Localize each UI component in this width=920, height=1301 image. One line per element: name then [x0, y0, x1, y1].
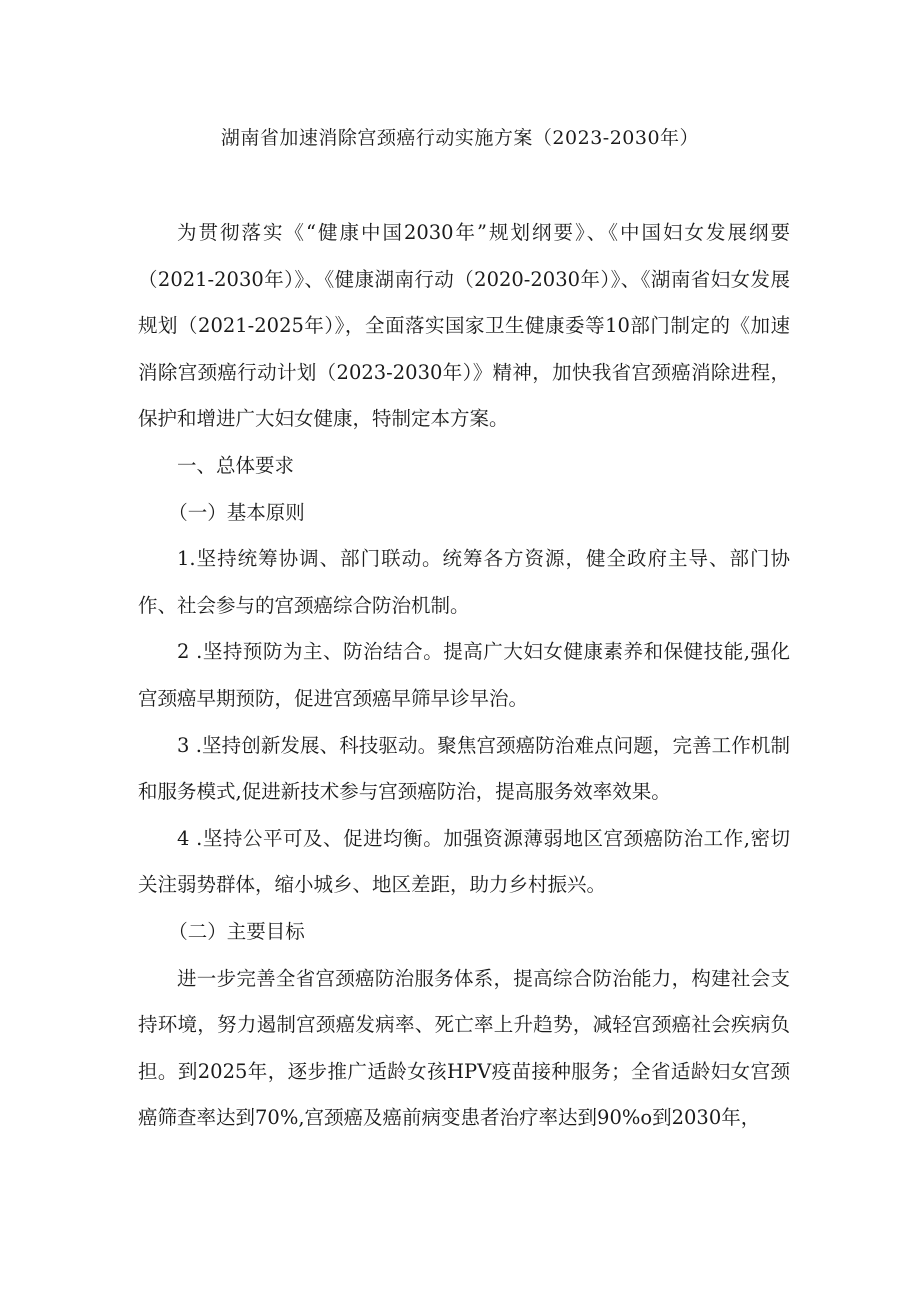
principle-item-3: 3 .坚持创新发展、科技驱动。聚焦宫颈癌防治难点问题，完善工作机制和服务模式,促进新技术参与宫颈癌防治，提高服务效率效果。 [138, 733, 790, 804]
principle-item-2: 2 .坚持预防为主、防治结合。提高广大妇女健康素养和保健技能,强化宫颈癌早期预防，促进宫颈癌早筛早诊早治。 [138, 640, 790, 710]
subsection-heading-basic-principles: （一）基本原则 [168, 500, 305, 524]
intro-paragraph: 为贯彻落实《“健康中国2030年”规划纲要》、《中国妇女发展纲要（2021-2030年）》、《健康湖南行动（2020-2030年）》、《湖南省妇女发展规划（2021-2025年）》，全面落实国家卫生健康委等10部门制定的《加速消除宫颈癌行动计划（2023-2030年）》精神，加快我省宫颈癌消除进程，保护和增进广大妇女健康，特制定本方案。 [138, 221, 790, 431]
principle-item-1: 1.坚持统筹协调、部门联动。统筹各方资源，健全政府主导、部门协作、社会参与的宫颈癌综合防治机制。 [138, 547, 790, 617]
subsection-heading-main-goals: （二）主要目标 [168, 919, 305, 943]
principle-item-4: 4 .坚持公平可及、促进均衡。加强资源薄弱地区宫颈癌防治工作,密切关注弱势群体，缩小城乡、地区差距，助力乡村振兴。 [138, 826, 790, 897]
section-heading-general-requirements: 一、总体要求 [177, 453, 295, 477]
document-body [138, 210, 790, 1142]
document-title: 湖南省加速消除宫颈癌行动实施方案（2023-2030年） [220, 127, 700, 149]
goals-paragraph: 进一步完善全省宫颈癌防治服务体系，提高综合防治能力，构建社会支持环境，努力遏制宫颈癌发病率、死亡率上升趋势，减轻宫颈癌社会疾病负担。到2025年，逐步推广适龄女孩HPV疫苗接种服务；全省适龄妇女宫颈癌筛查率达到70%,宫颈癌及癌前病变患者治疗率达到90%o到2030年， [138, 966, 790, 1130]
